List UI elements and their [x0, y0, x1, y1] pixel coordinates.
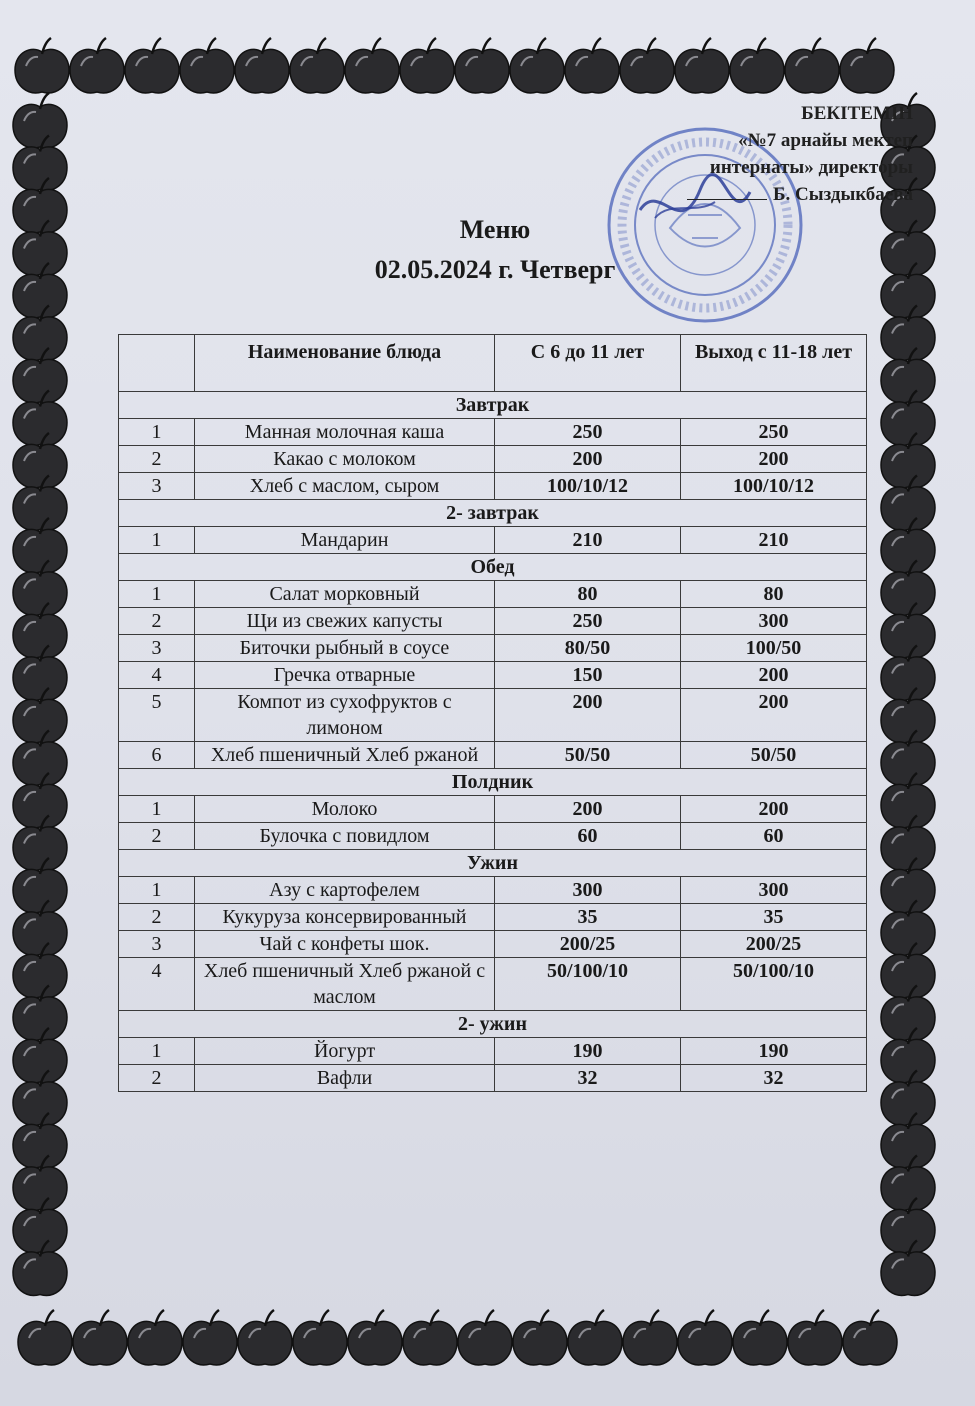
dish-name: Молоко: [195, 796, 495, 823]
table-row: [119, 581, 867, 608]
header-age-6-11: С 6 до 11 лет: [495, 335, 681, 392]
signature-line: [687, 199, 767, 200]
menu-table: [118, 334, 867, 1092]
dish-number: 1: [119, 1038, 195, 1065]
table-row: [119, 823, 867, 850]
table-row: [119, 742, 867, 769]
portion-11-18: 35: [681, 904, 867, 931]
apple-icon: [403, 1310, 457, 1365]
approval-block: [573, 100, 913, 208]
section-title: Полдник: [119, 769, 867, 796]
dish-name: Вафли: [195, 1065, 495, 1092]
apple-icon: [290, 38, 344, 93]
portion-6-11: 100/10/12: [495, 473, 681, 500]
dish-name: Компот из сухофруктов с лимоном: [195, 689, 495, 742]
menu-table-body: [119, 392, 867, 1092]
portion-11-18: 50/100/10: [681, 958, 867, 1011]
dish-name: Кукуруза консервированный: [195, 904, 495, 931]
apple-icon: [125, 38, 179, 93]
dish-number: 3: [119, 635, 195, 662]
table-row: [119, 662, 867, 689]
apple-icon: [678, 1310, 732, 1365]
dish-number: 4: [119, 662, 195, 689]
dish-name: Мандарин: [195, 527, 495, 554]
dish-name: Йогурт: [195, 1038, 495, 1065]
dish-number: 3: [119, 931, 195, 958]
dish-number: 5: [119, 689, 195, 742]
apple-icon: [785, 38, 839, 93]
portion-11-18: 300: [681, 877, 867, 904]
portion-11-18: 200: [681, 689, 867, 742]
section-row: [119, 392, 867, 419]
apple-icon: [235, 38, 289, 93]
dish-number: 2: [119, 1065, 195, 1092]
dish-name: Гречка отварные: [195, 662, 495, 689]
portion-6-11: 80: [495, 581, 681, 608]
approval-signatory: [573, 181, 913, 208]
approval-heading: БЕКІТЕМІН: [801, 103, 913, 124]
table-header-row: [119, 335, 867, 392]
apple-icon: [13, 93, 67, 148]
apple-icon: [345, 38, 399, 93]
portion-11-18: 200: [681, 796, 867, 823]
section-title: Завтрак: [119, 392, 867, 419]
section-title: 2- завтрак: [119, 500, 867, 527]
apple-icon: [565, 38, 619, 93]
apple-icon: [293, 1310, 347, 1365]
portion-6-11: 200: [495, 796, 681, 823]
dish-number: 2: [119, 904, 195, 931]
portion-6-11: 60: [495, 823, 681, 850]
dish-name: Салат морковный: [195, 581, 495, 608]
dish-name: Биточки рыбный в соусе: [195, 635, 495, 662]
apple-icon: [183, 1310, 237, 1365]
dish-number: 1: [119, 527, 195, 554]
portion-6-11: 200: [495, 689, 681, 742]
table-row: [119, 527, 867, 554]
portion-11-18: 210: [681, 527, 867, 554]
approval-position: интернаты» директоры: [709, 157, 913, 178]
apple-icon: [458, 1310, 512, 1365]
portion-11-18: 60: [681, 823, 867, 850]
menu-date: 02.05.2024 г. Четверг: [374, 255, 616, 284]
approval-name: Б. Сыздыкбаева: [772, 184, 913, 205]
dish-name: Щи из свежих капусты: [195, 608, 495, 635]
portion-6-11: 50/100/10: [495, 958, 681, 1011]
section-row: [119, 1011, 867, 1038]
table-row: [119, 904, 867, 931]
dish-number: 4: [119, 958, 195, 1011]
apple-icon: [128, 1310, 182, 1365]
dish-name: Манная молочная каша: [195, 419, 495, 446]
apple-icon: [180, 38, 234, 93]
dish-name: Хлеб пшеничный Хлеб ржаной: [195, 742, 495, 769]
dish-number: 2: [119, 608, 195, 635]
dish-name: Хлеб с маслом, сыром: [195, 473, 495, 500]
dish-number: 2: [119, 446, 195, 473]
table-row: [119, 796, 867, 823]
section-row: [119, 850, 867, 877]
apple-icon: [730, 38, 784, 93]
dish-name: Булочка с повидлом: [195, 823, 495, 850]
apple-icon: [400, 38, 454, 93]
portion-6-11: 250: [495, 608, 681, 635]
apple-icon: [18, 1310, 72, 1365]
page-title: Меню: [459, 215, 531, 244]
apple-icon: [568, 1310, 622, 1365]
approval-school: «№7 арнайы мектеп: [738, 130, 913, 151]
apple-icon: [510, 38, 564, 93]
portion-6-11: 32: [495, 1065, 681, 1092]
apple-icon: [70, 38, 124, 93]
table-row: [119, 446, 867, 473]
portion-6-11: 50/50: [495, 742, 681, 769]
dish-number: 1: [119, 796, 195, 823]
portion-11-18: 200/25: [681, 931, 867, 958]
header-number: [119, 335, 195, 392]
apple-icon: [843, 1310, 897, 1365]
apple-icon: [620, 38, 674, 93]
portion-6-11: 210: [495, 527, 681, 554]
dish-name: Азу с картофелем: [195, 877, 495, 904]
table-row: [119, 1065, 867, 1092]
portion-6-11: 190: [495, 1038, 681, 1065]
table-row: [119, 1038, 867, 1065]
section-title: Обед: [119, 554, 867, 581]
portion-6-11: 200/25: [495, 931, 681, 958]
table-row: [119, 635, 867, 662]
section-row: [119, 554, 867, 581]
section-title: 2- ужин: [119, 1011, 867, 1038]
portion-11-18: 50/50: [681, 742, 867, 769]
apple-icon: [840, 38, 894, 93]
table-row: [119, 958, 867, 1011]
portion-11-18: 32: [681, 1065, 867, 1092]
portion-11-18: 100/10/12: [681, 473, 867, 500]
portion-6-11: 80/50: [495, 635, 681, 662]
portion-11-18: 300: [681, 608, 867, 635]
table-row: [119, 689, 867, 742]
section-row: [119, 769, 867, 796]
table-row: [119, 931, 867, 958]
portion-11-18: 100/50: [681, 635, 867, 662]
header-age-11-18: Выход с 11-18 лет: [681, 335, 867, 392]
dish-number: 3: [119, 473, 195, 500]
dish-number: 1: [119, 581, 195, 608]
apple-icon: [788, 1310, 842, 1365]
apple-icon: [73, 1310, 127, 1365]
portion-11-18: 80: [681, 581, 867, 608]
dish-name: Какао с молоком: [195, 446, 495, 473]
portion-6-11: 35: [495, 904, 681, 931]
dish-number: 1: [119, 877, 195, 904]
portion-11-18: 190: [681, 1038, 867, 1065]
apple-icon: [15, 38, 69, 93]
section-title: Ужин: [119, 850, 867, 877]
portion-6-11: 200: [495, 446, 681, 473]
portion-6-11: 150: [495, 662, 681, 689]
table-row: [119, 608, 867, 635]
apple-icon: [238, 1310, 292, 1365]
table-row: [119, 419, 867, 446]
table-row: [119, 473, 867, 500]
header-dish: Наименование блюда: [195, 335, 495, 392]
apple-icon: [733, 1310, 787, 1365]
dish-name: Хлеб пшеничный Хлеб ржаной с маслом: [195, 958, 495, 1011]
portion-11-18: 250: [681, 419, 867, 446]
dish-number: 2: [119, 823, 195, 850]
apple-icon: [513, 1310, 567, 1365]
table-row: [119, 877, 867, 904]
section-row: [119, 500, 867, 527]
portion-6-11: 300: [495, 877, 681, 904]
dish-name: Чай с конфеты шок.: [195, 931, 495, 958]
portion-6-11: 250: [495, 419, 681, 446]
dish-number: 1: [119, 419, 195, 446]
portion-11-18: 200: [681, 662, 867, 689]
apple-icon: [455, 38, 509, 93]
apple-icon: [348, 1310, 402, 1365]
portion-11-18: 200: [681, 446, 867, 473]
apple-icon: [675, 38, 729, 93]
apple-icon: [623, 1310, 677, 1365]
dish-number: 6: [119, 742, 195, 769]
